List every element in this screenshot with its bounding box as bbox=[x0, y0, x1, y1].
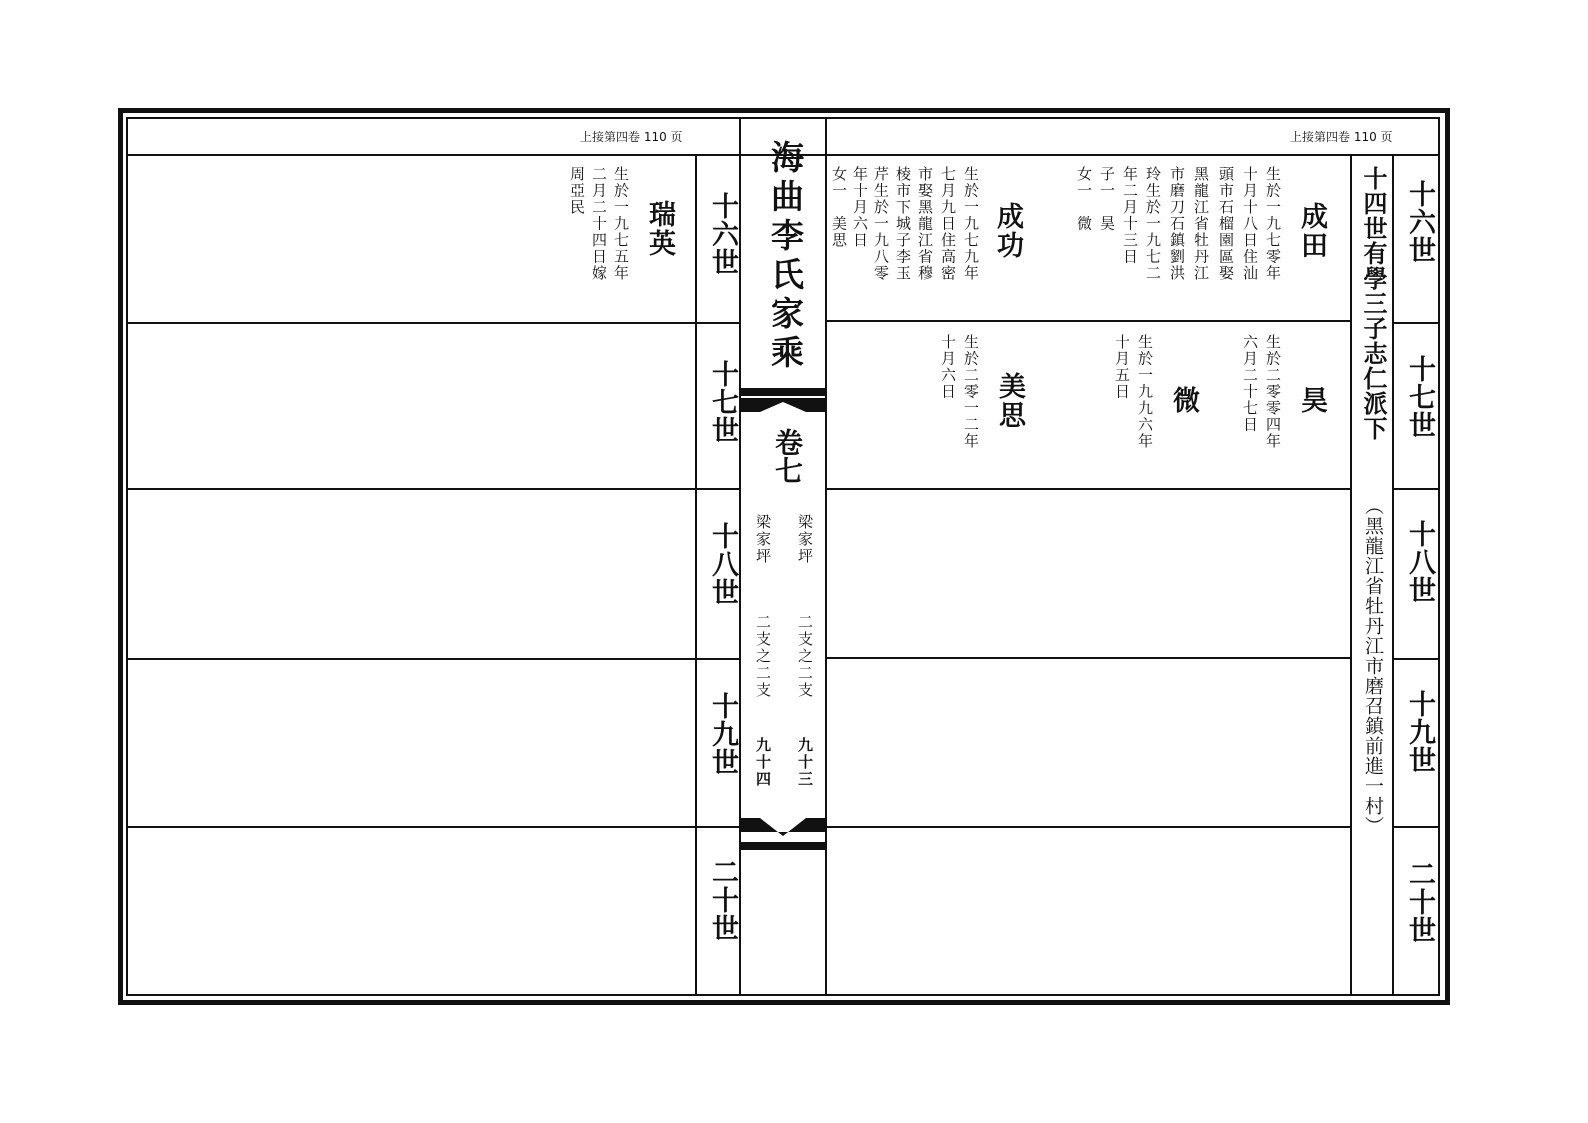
right-row-line-3 bbox=[826, 657, 1350, 659]
left-row-line-3 bbox=[127, 658, 740, 660]
person-bio-line: 市磨刀石鎮劉洪 bbox=[1168, 166, 1186, 282]
person-bio-line: 十月五日 bbox=[1113, 334, 1131, 400]
spine-right-branch: 二支之二支 bbox=[796, 614, 814, 699]
person-bio-line: 六月二十七日 bbox=[1241, 334, 1259, 433]
person-bio-line: 二月二十四日嫁 bbox=[590, 166, 608, 282]
person-bio-line: 黑龍江省牡丹江 bbox=[1192, 166, 1210, 282]
left-row-line-2 bbox=[127, 488, 740, 490]
spine-left-branch: 二支之二支 bbox=[754, 614, 772, 699]
left-gen-label-16: 十六世 bbox=[707, 192, 738, 276]
branch-title: 十四世有學三子志仁派下 bbox=[1359, 166, 1387, 441]
left-row-line-4 bbox=[127, 826, 740, 828]
left-gen-label-19: 十九世 bbox=[707, 692, 738, 776]
spine-left-page: 九十四 bbox=[754, 737, 772, 788]
spine-right-line bbox=[825, 118, 827, 995]
spine-band-bottom bbox=[740, 818, 826, 852]
right-gen-label-17: 十七世 bbox=[1404, 355, 1435, 439]
person-bio-line: 七月九日住高密 bbox=[939, 166, 957, 282]
right-header-ref: 上接第四卷 110 页 bbox=[1290, 130, 1393, 144]
spine-right-place: 梁家坪 bbox=[796, 514, 814, 565]
spine-left-place: 梁家坪 bbox=[754, 514, 772, 565]
volume-label: 卷七 bbox=[771, 428, 804, 484]
person-bio-line: 年十月六日 bbox=[851, 166, 869, 249]
left-row-line-1 bbox=[127, 322, 740, 324]
right-gen-label-20: 二十世 bbox=[1404, 860, 1435, 944]
right-gen-line-2 bbox=[1393, 488, 1439, 490]
person-bio-line: 年二月十三日 bbox=[1121, 166, 1139, 265]
person-bio-line: 子一 昊 bbox=[1098, 166, 1116, 232]
right-gen-line-1 bbox=[1393, 322, 1439, 324]
person-bio-line: 十月十八日住汕 bbox=[1241, 166, 1259, 282]
person-name-wei: 微 bbox=[1168, 386, 1199, 415]
person-name-meisi: 美思 bbox=[994, 372, 1025, 430]
book-title: 海曲李氏家乘 bbox=[766, 140, 805, 374]
person-bio-line: 頭市石榴園區娶 bbox=[1217, 166, 1235, 282]
branch-col-line-right bbox=[1392, 155, 1394, 995]
right-gen-line-3 bbox=[1393, 658, 1439, 660]
person-bio-line: 棱市下城子李玉 bbox=[894, 166, 912, 282]
left-gen-col-line bbox=[695, 155, 697, 995]
person-bio-line: 十月六日 bbox=[939, 334, 957, 400]
person-name-chenggong: 成功 bbox=[992, 202, 1023, 260]
person-bio-line: 生於二零一二年 bbox=[962, 334, 980, 450]
right-gen-label-16: 十六世 bbox=[1404, 180, 1435, 264]
right-row-line-1 bbox=[826, 320, 1350, 322]
right-gen-line-4 bbox=[1393, 826, 1439, 828]
person-bio-line: 周亞民 bbox=[568, 166, 586, 216]
person-bio-line: 芹生於一九八零 bbox=[872, 166, 890, 282]
person-name-ruiying: 瑞英 bbox=[644, 200, 675, 258]
left-gen-label-18: 十八世 bbox=[707, 522, 738, 606]
person-bio-line: 玲生於一九七二 bbox=[1144, 166, 1162, 282]
person-bio-line: 生於二零零四年 bbox=[1264, 334, 1282, 450]
person-bio-line: 生於一九七五年 bbox=[612, 166, 630, 282]
spine-right-page: 九十三 bbox=[796, 737, 814, 788]
right-gen-label-19: 十九世 bbox=[1404, 690, 1435, 774]
person-bio-line: 市娶黑龍江省穆 bbox=[916, 166, 934, 282]
left-gen-label-17: 十七世 bbox=[707, 360, 738, 444]
person-bio-line: 女一 美思 bbox=[830, 166, 848, 249]
branch-col-line-left bbox=[1350, 155, 1352, 995]
person-bio-line: 生於一九七九年 bbox=[962, 166, 980, 282]
person-bio-line: 生於一九七零年 bbox=[1264, 166, 1282, 282]
right-row-line-4 bbox=[826, 826, 1350, 828]
right-gen-label-18: 十八世 bbox=[1404, 520, 1435, 604]
left-header-ref: 上接第四卷 110 页 bbox=[580, 130, 683, 144]
person-bio-line: 生於一九九六年 bbox=[1136, 334, 1154, 450]
person-name-chengtian: 成田 bbox=[1296, 202, 1327, 260]
person-bio-line: 女一 微 bbox=[1075, 166, 1093, 232]
spine-band-top bbox=[740, 388, 826, 418]
branch-location: （黑龍江省牡丹江市磨召鎮前進一村） bbox=[1362, 496, 1384, 836]
left-gen-label-20: 二十世 bbox=[707, 858, 738, 942]
person-name-hao: 昊 bbox=[1296, 386, 1327, 415]
right-row-line-2 bbox=[826, 488, 1350, 490]
